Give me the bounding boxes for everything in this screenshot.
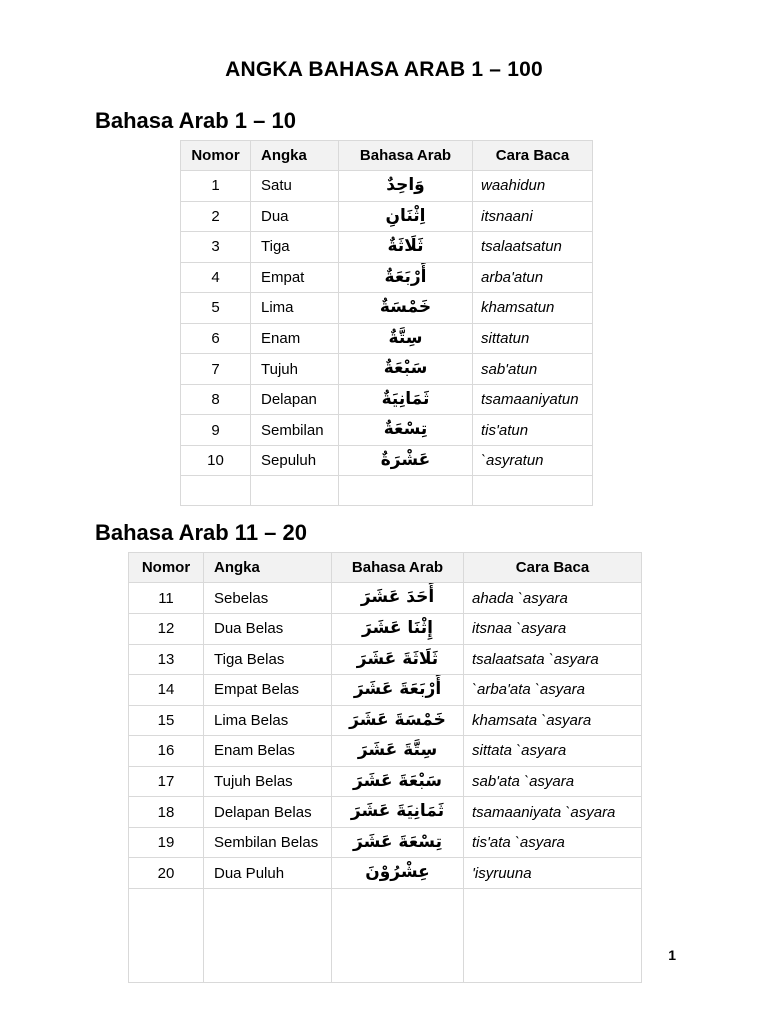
column-header-nomor: Nomor	[181, 141, 251, 171]
column-header-angka: Angka	[251, 141, 339, 171]
table-row	[181, 354, 593, 385]
table-row	[181, 232, 593, 263]
table-row	[181, 323, 593, 354]
cell-cara-baca: sab'atun	[473, 354, 593, 385]
table-row	[129, 736, 642, 767]
cell-nomor: 7	[181, 354, 251, 385]
table-footer	[129, 888, 642, 982]
table-row	[129, 858, 642, 889]
cell-bahasa-arab: أَرْبَعَةَ عَشَرَ	[332, 675, 464, 706]
cell-bahasa-arab: تِسْعَةٌ	[339, 415, 473, 446]
table-row	[181, 415, 593, 446]
numbers-table-11-20	[128, 552, 642, 982]
cell-bahasa-arab: أَرْبَعَةٌ	[339, 262, 473, 293]
table-header	[181, 141, 593, 171]
cell-nomor: 20	[129, 858, 204, 889]
cell-bahasa-arab: اِثْنَانِ	[339, 201, 473, 232]
cell-nomor: 17	[129, 766, 204, 797]
table-body	[129, 583, 642, 888]
cell-cara-baca: ahada `asyara	[464, 583, 642, 614]
cell-bahasa-arab: سِتَّةَ عَشَرَ	[332, 736, 464, 767]
cell-nomor: 18	[129, 797, 204, 828]
table-row	[181, 384, 593, 415]
table-row	[129, 766, 642, 797]
cell-cara-baca: tsalaatsatun	[473, 232, 593, 263]
empty-cell	[332, 888, 464, 982]
cell-cara-baca: sab'ata `asyara	[464, 766, 642, 797]
table-body	[181, 171, 593, 476]
cell-bahasa-arab: عَشْرَةٌ	[339, 445, 473, 476]
cell-bahasa-arab: إِثْنَا عَشَرَ	[332, 614, 464, 645]
cell-angka: Delapan Belas	[204, 797, 332, 828]
cell-bahasa-arab: ثَمَانِيَةَ عَشَرَ	[332, 797, 464, 828]
empty-row	[129, 888, 642, 982]
cell-nomor: 3	[181, 232, 251, 263]
column-header-angka: Angka	[204, 553, 332, 583]
table-header	[129, 553, 642, 583]
section-heading-11-20: Bahasa Arab 11 – 20	[95, 520, 307, 546]
cell-bahasa-arab: ثَمَانِيَةٌ	[339, 384, 473, 415]
cell-nomor: 12	[129, 614, 204, 645]
table-row	[129, 644, 642, 675]
cell-cara-baca: 'isyruuna	[464, 858, 642, 889]
cell-angka: Dua Puluh	[204, 858, 332, 889]
numbers-table-1-10	[180, 140, 593, 506]
cell-nomor: 14	[129, 675, 204, 706]
empty-cell	[339, 476, 473, 506]
cell-angka: Empat Belas	[204, 675, 332, 706]
cell-cara-baca: tsalaatsata `asyara	[464, 644, 642, 675]
empty-cell	[473, 476, 593, 506]
table-row	[129, 614, 642, 645]
cell-nomor: 6	[181, 323, 251, 354]
table-row	[129, 705, 642, 736]
cell-cara-baca: `asyratun	[473, 445, 593, 476]
cell-angka: Tujuh Belas	[204, 766, 332, 797]
cell-cara-baca: sittatun	[473, 323, 593, 354]
header-row	[181, 141, 593, 171]
cell-bahasa-arab: خَمْسَةَ عَشَرَ	[332, 705, 464, 736]
cell-angka: Sembilan	[251, 415, 339, 446]
empty-row	[181, 476, 593, 506]
table-footer	[181, 476, 593, 506]
cell-cara-baca: tsamaaniyata `asyara	[464, 797, 642, 828]
cell-cara-baca: arba'atun	[473, 262, 593, 293]
column-header-cara-baca: Cara Baca	[464, 553, 642, 583]
empty-cell	[204, 888, 332, 982]
empty-cell	[464, 888, 642, 982]
empty-cell	[129, 888, 204, 982]
table-row	[129, 583, 642, 614]
cell-cara-baca: sittata `asyara	[464, 736, 642, 767]
cell-nomor: 5	[181, 293, 251, 324]
header-row	[129, 553, 642, 583]
cell-angka: Sebelas	[204, 583, 332, 614]
cell-angka: Delapan	[251, 384, 339, 415]
cell-angka: Sepuluh	[251, 445, 339, 476]
empty-cell	[251, 476, 339, 506]
cell-cara-baca: itsnaani	[473, 201, 593, 232]
table-row	[129, 797, 642, 828]
cell-nomor: 11	[129, 583, 204, 614]
table-row	[181, 171, 593, 202]
cell-angka: Lima Belas	[204, 705, 332, 736]
cell-bahasa-arab: ثَلَاثَةٌ	[339, 232, 473, 263]
cell-bahasa-arab: وَاحِدٌ	[339, 171, 473, 202]
cell-cara-baca: khamsatun	[473, 293, 593, 324]
cell-cara-baca: khamsata `asyara	[464, 705, 642, 736]
cell-cara-baca: tsamaaniyatun	[473, 384, 593, 415]
table-row	[129, 827, 642, 858]
column-header-cara-baca: Cara Baca	[473, 141, 593, 171]
cell-bahasa-arab: ثَلَاثَةَ عَشَرَ	[332, 644, 464, 675]
cell-bahasa-arab: عِشْرُوْنَ	[332, 858, 464, 889]
cell-nomor: 4	[181, 262, 251, 293]
cell-cara-baca: itsnaa `asyara	[464, 614, 642, 645]
cell-nomor: 2	[181, 201, 251, 232]
cell-nomor: 8	[181, 384, 251, 415]
empty-cell	[181, 476, 251, 506]
cell-bahasa-arab: تِسْعَةَ عَشَرَ	[332, 827, 464, 858]
cell-bahasa-arab: سِتَّةٌ	[339, 323, 473, 354]
cell-angka: Empat	[251, 262, 339, 293]
table-row	[181, 293, 593, 324]
cell-cara-baca: tis'atun	[473, 415, 593, 446]
cell-nomor: 16	[129, 736, 204, 767]
page-number: 1	[668, 947, 676, 963]
section-heading-1-10: Bahasa Arab 1 – 10	[95, 108, 296, 133]
cell-cara-baca: waahidun	[473, 171, 593, 202]
column-header-bahasa-arab: Bahasa Arab	[332, 553, 464, 583]
cell-angka: Dua	[251, 201, 339, 232]
cell-cara-baca: `arba'ata `asyara	[464, 675, 642, 706]
page-title: ANGKA BAHASA ARAB 1 – 100	[225, 58, 543, 81]
cell-bahasa-arab: سَبْعَةَ عَشَرَ	[332, 766, 464, 797]
cell-angka: Tiga	[251, 232, 339, 263]
cell-nomor: 13	[129, 644, 204, 675]
cell-nomor: 1	[181, 171, 251, 202]
cell-nomor: 10	[181, 445, 251, 476]
column-header-bahasa-arab: Bahasa Arab	[339, 141, 473, 171]
column-header-nomor: Nomor	[129, 553, 204, 583]
cell-bahasa-arab: خَمْسَةٌ	[339, 293, 473, 324]
cell-angka: Dua Belas	[204, 614, 332, 645]
cell-angka: Satu	[251, 171, 339, 202]
table-row	[181, 262, 593, 293]
table-row	[129, 675, 642, 706]
cell-angka: Lima	[251, 293, 339, 324]
cell-angka: Tiga Belas	[204, 644, 332, 675]
cell-angka: Enam Belas	[204, 736, 332, 767]
table-row	[181, 201, 593, 232]
cell-bahasa-arab: أَحَدَ عَشَرَ	[332, 583, 464, 614]
cell-angka: Sembilan Belas	[204, 827, 332, 858]
cell-nomor: 15	[129, 705, 204, 736]
cell-nomor: 9	[181, 415, 251, 446]
cell-angka: Enam	[251, 323, 339, 354]
cell-angka: Tujuh	[251, 354, 339, 385]
cell-nomor: 19	[129, 827, 204, 858]
cell-cara-baca: tis'ata `asyara	[464, 827, 642, 858]
cell-bahasa-arab: سَبْعَةٌ	[339, 354, 473, 385]
table-row	[181, 445, 593, 476]
